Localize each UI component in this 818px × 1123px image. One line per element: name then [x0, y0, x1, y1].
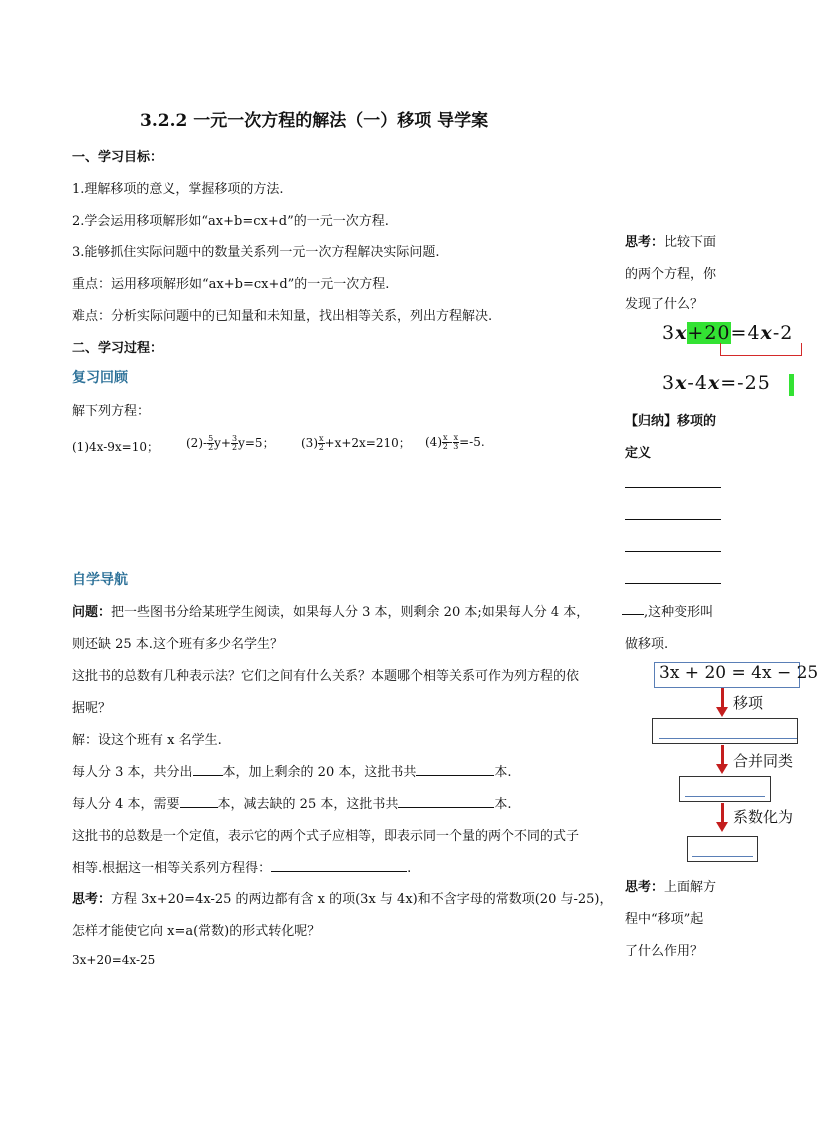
difficulty: 难点：分析实际问题中的已知量和未知量，找出相等关系，列出方程解决. [72, 309, 493, 324]
think-line-1: 思考：方程 3x+20=4x-25 的两边都有含 x 的项(3x 与 4x)和不含字母的常数项(20 与-25)， [72, 892, 613, 907]
sidebar-think2-2: 程中“移项”起 [625, 912, 704, 927]
down-arrow-icon [721, 803, 724, 823]
page-title: 3.2.2 一元一次方程的解法（一）移项 导学案 [140, 111, 489, 131]
flow-step-box-2[interactable] [679, 776, 771, 802]
summary-label-2: 定义 [625, 446, 652, 461]
goal-1: 1.理解移项的意义，掌握移项的方法. [72, 182, 284, 197]
total-line-2: 相等.根据这一相等关系列方程得： . [72, 861, 412, 876]
section-heading-process: 二、学习过程： [72, 341, 164, 356]
down-arrow-icon [721, 688, 724, 708]
problem-line-1: 问题：把一些图书分给某班学生阅读，如果每人分 3 本，则剩余 20 本;如果每人分 4 本， [72, 605, 590, 620]
flow-equation-box [654, 662, 818, 688]
think-line-2: 怎样才能使它向 x=a(常数)的形式转化呢？ [72, 924, 321, 939]
blank-field[interactable] [416, 763, 494, 776]
definition-blank[interactable] [625, 487, 721, 488]
review-equation-3: (3) $\frac{x}{2}$ +x+2x=210； [301, 434, 411, 452]
highlighted-term: +20 [687, 322, 731, 344]
move-term-arrow [720, 343, 802, 356]
review-equation-4: (4) $\frac{x}{2}$ - $\frac{x}{3}$ =-5. [425, 433, 485, 451]
blank-field[interactable] [398, 795, 494, 808]
blank-field[interactable] [180, 795, 218, 808]
compare-equation-top: 3x+20=4x-2 [662, 322, 794, 344]
goal-2: 2.学会运用移项解形如“ax+b=cx+d”的一元一次方程. [72, 214, 389, 229]
step-move-terms: 移项 [733, 694, 764, 712]
sidebar-think-2: 的两个方程，你 [625, 267, 717, 282]
total-line-1: 这批书的总数是一个定值，表示它的两个式子应相等，即表示同一个量的两个不同的式子 [72, 829, 580, 844]
review-equation-1: (1)4x-9x=10； [72, 440, 159, 454]
sidebar-after-blanks-2: 做移项. [625, 637, 669, 652]
flow-step-box-3[interactable] [687, 836, 758, 862]
problem-line-2: 则还缺 25 本.这个班有多少名学生？ [72, 637, 283, 652]
goal-3: 3.能够抓住实际问题中的数量关系列一元一次方程解决实际问题. [72, 245, 440, 260]
review-title: 复习回顾 [72, 370, 128, 386]
review-equation-2: (2)- $\frac{5}{2}$ y+ $\frac{3}{2}$ y=5； [186, 434, 275, 452]
key-point: 重点：运用移项解形如“ax+b=cx+d”的一元一次方程. [72, 277, 390, 292]
fraction: $\frac{x}{2}$ [442, 433, 448, 451]
step-combine-terms: 合并同类 [733, 752, 794, 770]
equation-blank[interactable] [271, 859, 407, 872]
question-line-2: 据呢？ [72, 701, 112, 716]
fraction: $\frac{3}{2}$ [232, 434, 238, 452]
equation-line: 3x+20=4x-25 [72, 953, 156, 967]
flow-equation: 3x + 20 = 4x − 25 [659, 663, 818, 683]
solve-prompt: 解下列方程： [72, 404, 151, 419]
solution-intro: 解：设这个班有 x 名学生. [72, 733, 222, 748]
sidebar-think-3: 发现了什么？ [625, 297, 704, 312]
definition-blank[interactable] [625, 519, 721, 520]
question-line-1: 这批书的总数有几种表示法？它们之间有什么关系？本题哪个相等关系可作为列方程的依 [72, 669, 580, 684]
blank-field[interactable] [193, 763, 223, 776]
self-study-title: 自学导航 [72, 572, 128, 588]
definition-blank[interactable] [625, 583, 721, 584]
fraction: $\frac{x}{2}$ [318, 434, 324, 452]
sidebar-think2-1: 思考：上面解方 [625, 880, 717, 895]
fill-line-b: 每人分 4 本，需要 本，减去缺的 25 本，这批书共 本. [72, 797, 512, 812]
down-arrow-icon [721, 745, 724, 765]
fraction: $\frac{5}{2}$ [208, 434, 214, 452]
flow-step-box-1[interactable] [652, 718, 798, 744]
compare-equation-bottom: 3x-4x=-25 [662, 372, 771, 394]
step-normalize-coefficient: 系数化为 [733, 808, 794, 826]
definition-blank[interactable] [622, 614, 644, 615]
fraction: $\frac{x}{3}$ [453, 433, 459, 451]
fill-line-a: 每人分 3 本，共分出 本，加上剩余的 20 本，这批书共 本. [72, 765, 512, 780]
sidebar-think2-3: 了什么作用？ [625, 944, 704, 959]
summary-label: 【归纳】移项的 [625, 414, 717, 429]
sidebar-think-1: 思考：比较下面 [625, 235, 717, 250]
sidebar-after-blanks: ,这种变形叫 [644, 605, 714, 620]
definition-blank[interactable] [625, 551, 721, 552]
highlight-mark [789, 374, 794, 396]
section-heading-goals: 一、学习目标： [72, 150, 164, 165]
